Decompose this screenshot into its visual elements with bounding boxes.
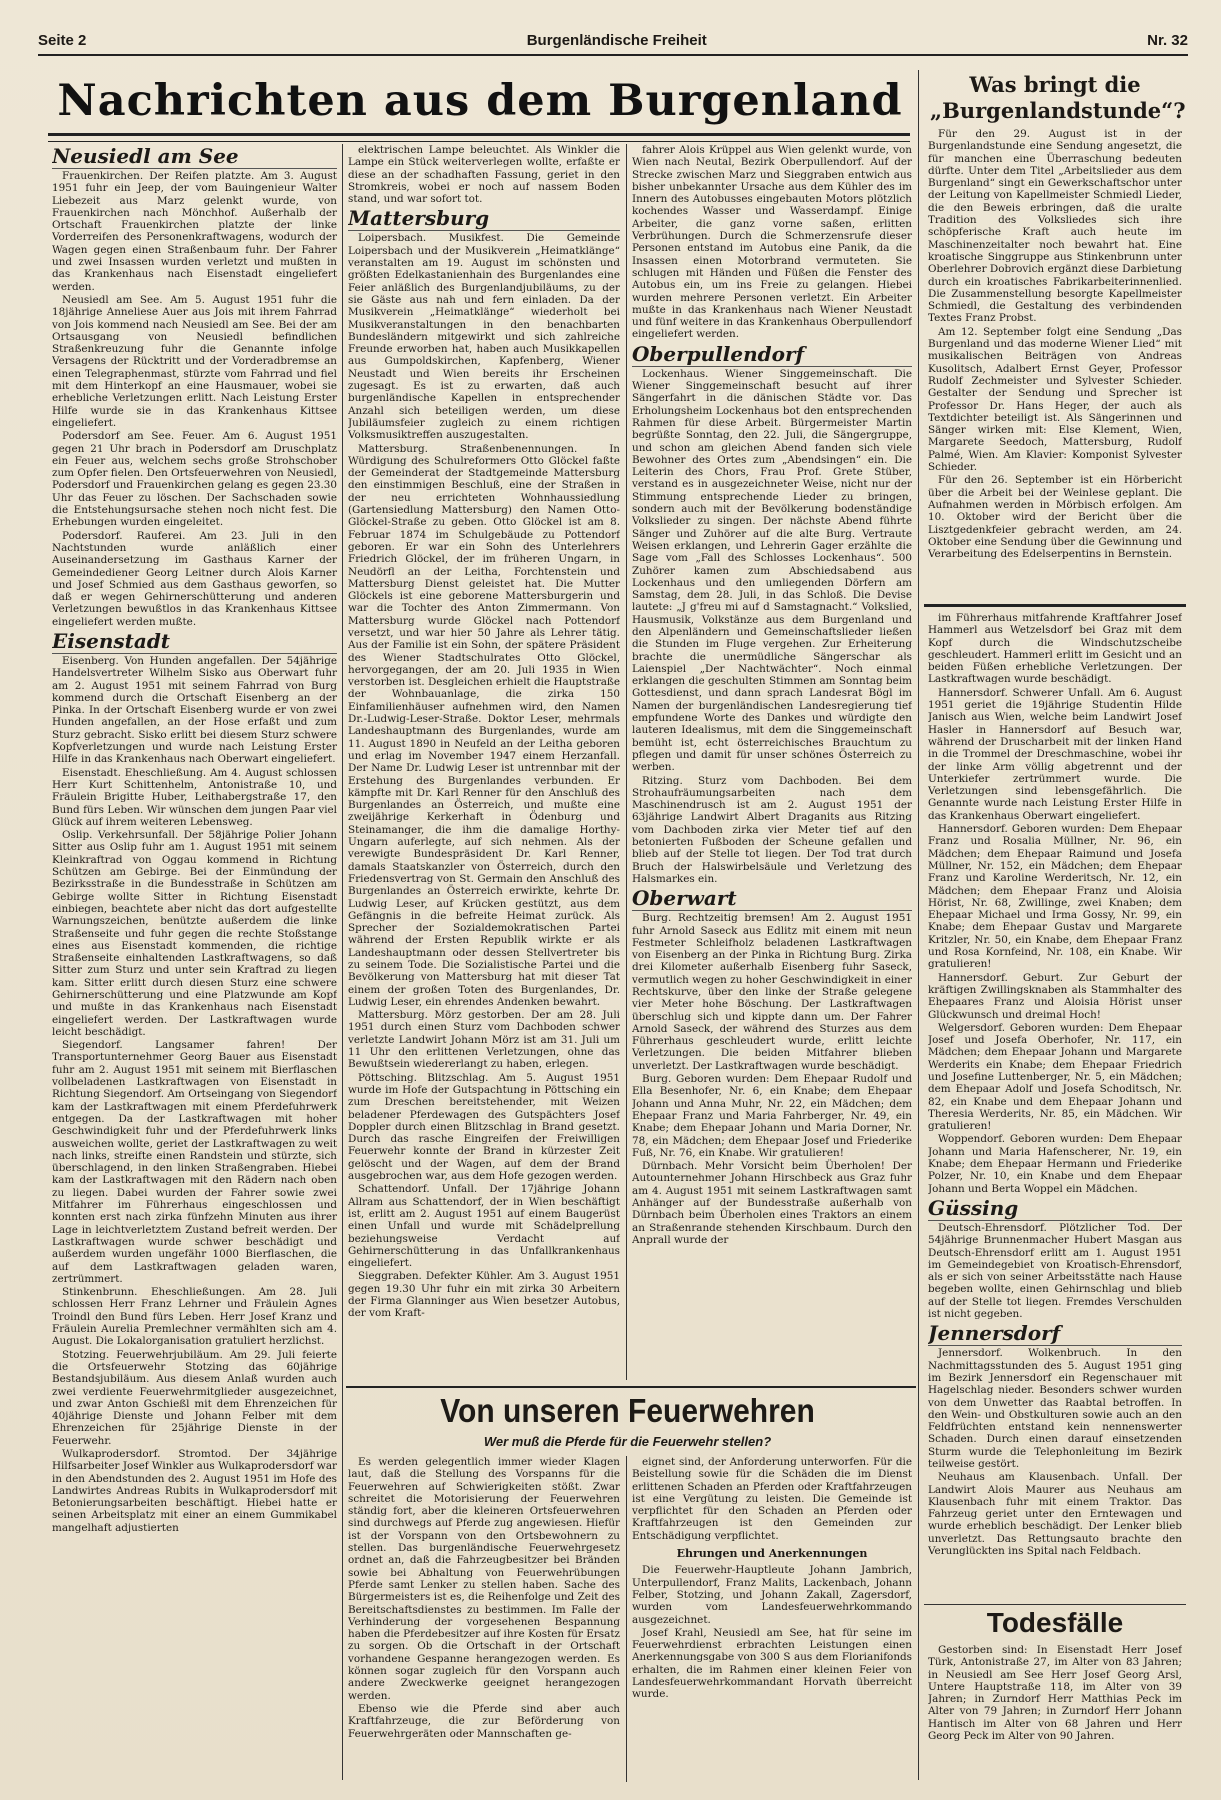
article: Hannersdorf. Geburt. Zur Geburt der kräftigen Zwillingsknaben als Stammhalter des Ehepaares Franz und Aloisia Hörist unser Glückwunsch und dreimal Hoch! [928, 971, 1182, 1021]
article: Podersdorf am See. Feuer. Am 6. August 1951 gegen 21 Uhr brach in Podersdorf am Druschplatz ein Feuer aus, welchem sechs große Strohschober zum Opfer fielen. Den Ortsfeuerwehren von Neusiedl, Podersdorf und Frauenkirchen gelang es gegen 23.30 Uhr das Feuer zu löschen. Der Sachschaden sowie die Entstehungsursache stehen noch nicht fest. Die Erhebungen wurden eingeleitet. [52, 430, 337, 529]
article: Sieggraben. Defekter Kühler. Am 3. August 1951 gegen 19.30 Uhr fuhr ein mit zirka 30 Arbeitern der Firma Glanninger aus Wien besetzer Autobus, der vom Kraft- [348, 1270, 620, 1320]
article: Ritzing. Sturz vom Dachboden. Bei dem Strohaufräumungsarbeiten nach dem Maschinendrusch ist am 2. August 1951 der 63jährige Landwirt Albert Draganits aus Ritzing vom Dachboden zirka vier Meter tief auf den betonierten Fußboden der Scheune gefallen und blieb auf der Stelle tot liegen. Der Tod trat durch Bruch der Halswirbelsäule und Verletzung des Halsmarkes ein. [632, 774, 912, 885]
article: Mattersburg. Mörz gestorben. Der am 28. Juli 1951 durch einen Sturz vom Dachboden schwer verletzte Landwirt Johann Mörz ist am 31. Juli um 11 Uhr den erlittenen Verletzungen, ohne das Bewußtsein wiedererlangt zu haben, erlegen. [348, 1009, 620, 1071]
newspaper-name: Burgenländische Freiheit [526, 32, 707, 49]
article: Für den 26. September ist ein Hörbericht über die Arbeit bei der Weinlese geplant. Die Aufnahmen werden in Mörbisch erfolgen. Am 10. Oktober wird der Bericht über die Lisztgedenkfeier gebracht werden, am 24. Oktober eine Sendung über die Gewinnung und Verarbeitung des Edelserpentins in Bernstein. [928, 474, 1182, 561]
section-heading-neusiedl: Neusiedl am See [52, 144, 337, 169]
article: Lockenhaus. Wiener Singgemeinschaft. Die Wiener Singgemeinschaft besucht auf ihrer Sängerfahrt in die dänischen Städte vor. Das Erholungsheim Lockenhaus bot den entsprechenden Rahmen für diese Arbeit. Bürgermeister Martin begrüßte Sonntag, den 22. Juli, die Sängergruppe, und schon am gleichen Abend fanden sich viele Bewohner des Ortes zum „Abendsingen“ ein. Die Leiterin des Chors, Frau Prof. Grete Stüber, verstand es in ausgezeichneter Weise, nicht nur der Stimmung entsprechende Lieder zu bringen, sondern auch mit der Bevölkerung bodenständige Volkslieder zu singen. Der nächste Abend führte Sänger und Zuhörer auf die alte Burg. Vertraute Weisen erklangen, und Lehrerin Gager erzählte die Sage vom „Fall des Schlosses Lockenhaus“. 500 Zuhörer kamen zum Abschiedsabend aus Lockenhaus und den umliegenden Dörfern am Samstag, dem 28. Juli, in das Schloß. Die Devise lautete: „J g'freu mi auf d Samstagnacht.“ Volkslied, Hausmusik, Volkstänze aus dem Burgenland und den Alpenländern und Gemeinschaftslieder ließen die Stunden im Fluge vergehen. Zur Erheiterung brachte die unermüdliche Sängerschar als Laienspiel „Der Nachtwächter“. Noch einmal erklangen die geschulten Stimmen am Sonntag beim Gottesdienst, und dann sprach Landesrat Bögl im Namen der burgenländischen Landesregierung tief empfundene Worte des Dankes und würdigte den lauteren Idealismus, mit dem die Singgemeinschaft bemüht ist, echt österreichisches Brauchtum zu pflegen und damit für unser schönes Österreich zu werben. [632, 367, 912, 774]
todesfaelle-column [928, 1644, 1182, 1784]
article: Gestorben sind: In Eisenstadt Herr Josef Türk, Antonistraße 27, im Alter von 83 Jahren; in Neusiedl am See Herr Josef Georg Arsl, Untere Hauptstraße 118, im Alter von 39 Jahren; in Zurndorf Herr Matthias Peck im Alter von 79 Jahren; in Zurndorf Herr Johann Hantisch im Alter von 68 Jahren und Herr Georg Peck im Alter von 90 Jahren. [928, 1644, 1182, 1743]
box-rule [924, 604, 1186, 607]
article: elektrischen Lampe beleuchtet. Als Winkler die Lampe ein Stück weiterverlegen wollte, erfaßte er diese an der schadhaften Fassung, geriet in den Stromkreis, wobei er noch auf nassem Boden stand, und war sofort tot. [348, 144, 620, 206]
issue-number: Nr. 32 [1147, 32, 1188, 49]
masthead-rule [48, 133, 910, 142]
article: Neuhaus am Klausenbach. Unfall. Der Landwirt Alois Maurer aus Neuhaus am Klausenbach fuhr mit einem Traktor. Das Fahrzeug geriet unter den Erntewagen und wurde erheblich beschädigt. Der Lenker blieb unverletzt. Das Rettungsauto brachte den Verunglückten ins Spital nach Feldbach. [928, 1471, 1182, 1558]
feuerwehr-column-2 [632, 1456, 912, 1782]
column-divider [342, 144, 343, 1780]
article: Frauenkirchen. Der Reifen platzte. Am 3. August 1951 fuhr ein Jeep, der vom Bauingenieur Walter Liebezeit aus Marz gelenkt wurde, von Frauenkirchen nach Mönchhof. Außerhalb der Ortschaft Frauenkirchen platzte der linke Vorderreifen des Personenkraftwagens, wodurch der Wagen gegen einen Straßenbaum fuhr. Der Fahrer und zwei Insassen wurden verletzt und mußten in das Krankenhaus nach Eisenstadt eingeliefert werden. [52, 170, 337, 293]
article: Jennersdorf. Wolkenbruch. In den Nachmittagsstunden des 5. August 1951 ging im Bezirk Jennersdorf ein Regenschauer mit Hagelschlag nieder. Besonders schwer wurden von dem Unwetter das Raabtal betroffen. In den Wein- und Obstkulturen sowie auch an den Feldfrüchten entstand kein nennenswerter Schaden. Durch einen darauf einsetzenden Sturm wurde die Telephonleitung im Bezirk teilweise gestört. [928, 1347, 1182, 1470]
section-heading-oberwart: Oberwart [632, 886, 912, 911]
article: Für den 29. August ist in der Burgenlandstunde eine Sendung angesetzt, die für manchen eine Überraschung bedeuten dürfte. Unter dem Titel „Arbeitslieder aus dem Burgenland“ singt ein Gewerkschaftschor unter der Leitung von Kapellmeister Schmiedl Lieder, die den Beweis erbringen, daß die uralte Tradition des Volksliedes sich ihre schöpferische Kraft auch heute im Maschinenzeitalter noch bewahrt hat. Eine kroatische Singgruppe aus Stinkenbrunn unter Oberlehrer Dobrovich ergänzt diese Darbietung durch ein kroatisches Fabrikarbeiterinnenlied. Die Zusammenstellung besorgte Kapellmeister Schmiedl, die Gestaltung des verbindenden Textes Franz Probst. [928, 128, 1182, 325]
ehrungen-subheading: Ehrungen und Anerkennungen [676, 1547, 868, 1561]
article: im Führerhaus mitfahrende Kraftfahrer Josef Hammerl aus Wetzelsdorf bei Graz mit dem Kopf durch die Windschutzscheibe geschleudert. Hammerl erlitt im Gesicht und an beiden Füßen erhebliche Verletzungen. Der Lastkraftwagen wurde beschädigt. [928, 612, 1182, 686]
article: eignet sind, der Anforderung unterworfen. Für die Beistellung sowie für die Schäden die im Dienst erlittenen Schaden an Pferden oder Kraftfahrzeugen ist eine Vergütung zu leisten. Die Gemeinde ist verpflichtet für den Schaden an Pferden oder Kraftfahrzeugen ist den Gemeinden zur Entschädigung verpflichtet. [632, 1456, 912, 1542]
article: Es werden gelegentlich immer wieder Klagen laut, daß die Stellung des Vorspanns für die Feuerwehren auf Schwierigkeiten stößt. Zwar schreitet die Motorisierung der Feuerwehren ständig fort, aber die kleineren Ortsfeuerwehren sind durchwegs auf Pferde zug angewiesen. Hiefür ist der Vorspann von den Ortsbewohnern zu stellen. Das burgenländische Feuerwehrgesetz ordnet an, daß die Fahrzeugbesitzer bei Bränden sowie bei Abhaltung von Feuerwehrübungen Pferde samt Lenker zu stellen haben. Sache des Bürgermeisters ist es, die Reihenfolge und Zeit des Bereitschaftsdienstes zu bestimmen. Im Falle der Verhinderung der vorgesehenen Bespannung haben die Pferdebesitzer auf ihre Kosten für Ersatz zu sorgen. Ob die Ortschaft in der Ortschaft vorhandene Gespanne herangezogen werden. Es können sogar zugleich für den Vorspann auch andere Zweckwerke geeignet herangezogen werden. [348, 1456, 620, 1702]
feuerwehr-rule [346, 1386, 916, 1388]
section-heading-mattersburg: Mattersburg [348, 206, 620, 231]
article: Pöttsching. Blitzschlag. Am 5. August 1951 wurde im Hofe der Gutspachtung in Pöttsching ein zum Dreschen bereitstehender, mit Weizen beladener Pferdewagen des Gutspächters Josef Doppler durch einen Blitzschlag in Brand gesetzt. Durch das rasche Eingreifen der Freiwilligen Feuerwehr konnte der Brand in kürzester Zeit gelöscht und der Wagen, auf dem der Brand ausgebrochen war, aus dem Hofe gezogen werden. [348, 1071, 620, 1183]
page-number: Seite 2 [38, 32, 87, 49]
article: Eisenstadt. Eheschließung. Am 4. August schlossen Herr Kurt Schittenhelm, Antonistraße 10, und Fräulein Brigitte Huber, Leithabergstraße 17, den Bund fürs Leben. Wir wünschen dem jungen Paar viel Glück auf ihrem weiteren Lebensweg. [52, 766, 337, 828]
column-divider [626, 144, 627, 1380]
article: Stinkenbrunn. Eheschließungen. Am 28. Juli schlossen Herr Franz Lehrner und Fräulein Agnes Troindl den Bund fürs Leben. Herr Josef Kranz und Fräulein Aurelia Premlechner vermählten sich am 4. August. Die Lokalorganisation gratuliert herzlichst. [52, 1286, 337, 1348]
column-1 [52, 144, 337, 1776]
article: Josef Krahl, Neusiedl am See, hat für seine im Feuerwehrdienst erbrachten Leistungen einen Anerkennungsgabe von 300 S aus dem Florianifonds erhalten, die im Rahmen einer kleinen Feier von Landesfeuerwehrkommandant Horvath überreicht wurde. [632, 1626, 912, 1701]
article: Die Feuerwehr-Hauptleute Johann Jambrich, Unterpullendorf, Franz Malits, Lackenbach, Johann Felber, Stotzing, und Johann Zakall, Zagersdorf, wurden vom Landesfeuerwehrkommando ausgezeichnet. [632, 1564, 912, 1626]
feuerwehr-subtitle: Wer muß die Pferde für die Feuerwehr stellen? [483, 1434, 772, 1449]
article: Schattendorf. Unfall. Der 17jährige Johann Allram aus Schattendorf, der in Wien beschäftigt ist, erlitt am 2. August 1951 auf einem Baugerüst einen Unfall und wurde mit Schädelprellung beziehungsweise Verdacht auf Gehirnerschütterung in das Unfallkrankenhaus eingeliefert. [348, 1183, 620, 1270]
column-divider [918, 70, 919, 1780]
feuerwehr-title: Von unseren Feuerwehren [440, 1393, 815, 1430]
article: Mattersburg. Straßenbenennungen. In Würdigung des Schulreformers Otto Glöckel faßte der Gemeinderat der Stadtgemeinde Mattersburg den einstimmigen Beschluß, eine der Straßen in der neu errichteten Wohnhaussiedlung (Gartensiedlung Mattersburg) den Namen Otto-Glöckel-Straße zu geben. Otto Glöckel ist am 8. Februar 1874 im Schulgebäude zu Pottendorf geboren. Er war ein Sohn des Unterlehrers Friedrich Glöckel, der im früheren Ungarn, in Neudörfl an der Leitha, Forchtenstein und Mattersburg Dienst geleistet hat. Die Mutter Glöckels ist eine geborene Mattersburgerin und war die Tochter des Anton Zimmermann. Von Mattersburg wurde Glöckel nach Pottendorf versetzt, und war hier 50 Jahre als Lehrer tätig. Aus der Familie ist ein Sohn, der spätere Präsident des Wiener Stadtschulrates Otto Glöckel, hervorgegangen, der am 20. Juli 1935 in Wien verstorben ist. Desgleichen erhielt die Hauptstraße der Wohnbauanlage, die zirka 150 Einfamilienhäuser aufnehmen wird, den Namen Dr.-Ludwig-Leser-Straße. Doktor Leser, mehrmals Landeshauptmann des Burgenlandes, wurde am 11. August 1890 in Neufeld an der Leitha geboren und erlag im November 1947 einem Herzanfall. Der Name Dr. Ludwig Leser ist untrennbar mit der Erstehung des Burgenlandes verbunden. Er kämpfte mit Dr. Karl Renner für den Anschluß des Burgenlandes an Österreich, und mußte eine zweijährige Kerkerhaft in Ödenburg und Steinamanger, die ihm die damalige Horthy-Ungarn auferlegte, auf sich nehmen. Als der verewigte Bundespräsident Dr. Karl Renner, damals Staatskanzler von Österreich, durch den Friedensvertrag von St. Germain den Anschluß des Burgenlandes an Österreich erwirkte, kehrte Dr. Ludwig Leser, auf Krücken gestützt, aus dem Gefängnis in die befreite Heimat zurück. Als Sprecher der Sozialdemokratischen Partei während der Ersten Republik wirkte er als Landeshauptmann oder dessen Stellvertreter bis zu seinem Tode. Die Sozialistische Partei und die Bevölkerung von Mattersburg hat mit dieser Tat einem der großen Toten des Burgenlandes, Dr. Ludwig Leser, ein ehrendes Andenken bewahrt. [348, 442, 620, 1008]
article: Ebenso wie die Pferde sind aber auch Kraftfahrzeuge, die zur Beförderung von Feuerwehrgeräten oder Mannschaften ge- [348, 1702, 620, 1740]
page-header [38, 28, 1188, 56]
article: Deutsch-Ehrensdorf. Plötzlicher Tod. Der 54jährige Brunnenmacher Hubert Masgan aus Deutsch-Ehrensdorf erlitt am 1. August 1951 im Gemeindegebiet von Kroatisch-Ehrensdorf, als er sich von seiner Arbeitsstätte nach Hause begeben wollte, einen Gehirnschlag und blieb auf der Stelle tot liegen. Fremdes Verschulden ist nicht gegeben. [928, 1221, 1182, 1321]
article: Hannersdorf. Schwerer Unfall. Am 6. August 1951 geriet die 19jährige Studentin Hilde Janisch aus Wien, welche beim Landwirt Josef Hasler in Hannersdorf auf Besuch war, während der Druscharbeit mit der linken Hand in die Trommel der Dreschmaschine, wobei ihr der linke Arm völlig abgetrennt und der Unterkiefer zertrümmert wurde. Die Verletzungen sind lebensgefährlich. Die Genannte wurde nach Leistung Erster Hilfe in das Krankenhaus Oberwart eingeliefert. [928, 686, 1182, 822]
todesfaelle-title: Todesfälle [986, 1607, 1124, 1638]
article: fahrer Alois Krüppel aus Wien gelenkt wurde, von Wien nach Neutal, Bezirk Oberpullendorf. Auf der Strecke zwischen Marz und Sieggraben entwich aus bisher unbekannter Ursache aus dem Kühler des im Innern des Autobusses eingebauten Motors plötzlich kochendes Wasser und Wasserdampf. Einige Arbeiter, die ganz vorne saßen, erlitten Verbrühungen. Durch die Schmerzensrufe dieser Personen entstand im Autobus eine Panik, da die Insassen einen Motorbrand vermuteten. Sie schlugen mit Händen und Füßen die Fenster des Autobus ein, um ins Freie zu gelangen. Hiebei wurden mehrere Personen verletzt. Ein Arbeiter mußte in das Krankenhaus nach Wiener Neustadt und fünf weitere in das Krankenhaus Oberpullendorf eingeliefert werden. [632, 144, 912, 341]
column-2 [348, 144, 620, 1376]
article: Dürnbach. Mehr Vorsicht beim Überholen! Der Autounternehmer Johann Hirschbeck aus Graz fuhr am 4. August 1951 mit seinem Lastkraftwagen samt Anhänger auf der Bundesstraße außerhalb von Dürnbach beim Überholen eines Traktors an einem an Straßenrande stehenden Kirschbaum. Durch den Anprall wurde der [632, 1160, 912, 1246]
article: Neusiedl am See. Am 5. August 1951 fuhr die 18jährige Anneliese Auer aus Jois mit ihrem Fahrrad von Jois kommend nach Neusiedl am See. Bei der am Ortsausgang von Neusiedl befindlichen Straßenkreuzung fuhr die Genannte infolge Versagens der Rücktritt und der Vorderadbremse an einen Telegraphenmast, stürzte vom Fahrrad und fiel mit dem Hinterkopf an eine Hausmauer, wobei sie erhebliche Verletzungen erlitt. Nach Leistung Erster Hilfe wurde sie in das Krankenhaus Kittsee eingeliefert. [52, 293, 337, 429]
article: Burg. Rechtzeitig bremsen! Am 2. August 1951 fuhr Arnold Saseck aus Edlitz mit einem mit neun Festmeter Schleifholz beladenen Lastkraftwagen von Eisenberg an der Pinka in Richtung Burg. Zirka drei Kilometer außerhalb Eisenberg fuhr Saseck, vermutlich wegen zu hoher Geschwindigkeit in einer Rechtskurve, über den linke der Straße gelegene vier Meter hohe Böschung. Der Lastkraftwagen überschlug sich und kippte dann um. Der Fahrer Arnold Saseck, der während des Sturzes aus dem Führerhaus geschleudert wurde, erlitt leichte Verletzungen. Die beiden Mitfahrer blieben unverletzt. Der Lastkraftwagen wurde beschädigt. [632, 912, 912, 1072]
masthead-title: Nachrichten aus dem Burgenland [57, 76, 903, 126]
section-heading-jennersdorf: Jennersdorf [928, 1321, 1182, 1346]
article: Welgersdorf. Geboren wurden: Dem Ehepaar Josef und Josefa Oberhofer, Nr. 117, ein Mädchen; dem Ehepaar Johann und Margarete Werderits ein Knabe; dem Ehepaar Friedrich und Josefine Luttenberger, Nr. 5, ein Mädchen; dem Ehepaar Adolf und Josefa Schoditsch, Nr. 82, ein Knabe und dem Ehepaar Johann und Theresia Werderits, Nr. 85, ein Mädchen. Wir gratulieren! [928, 1021, 1182, 1133]
burgenlandstunde-title: Was bringt die „Burgenlandstunde“? [930, 72, 1186, 123]
article: Hannersdorf. Geboren wurden: Dem Ehepaar Franz und Rosalia Müllner, Nr. 96, ein Mädchen; dem Ehepaar Raimund und Josefa Müllner, Nr. 152, ein Mädchen; dem Ehepaar Franz und Karoline Werderitsch, Nr. 12, ein Mädchen; dem Ehepaar Franz und Aloisia Hörist, Nr. 68, Zwillinge, zwei Knaben; dem Ehepaar Michael und Irma Gossy, Nr. 99, ein Knabe; dem Ehepaar Gustav und Margarete Kritzler, Nr. 50, ein Knabe, dem Ehepaar Franz und Rosa Kornfeind, Nr. 108, ein Knabe. Wir gratulieren! [928, 823, 1182, 971]
article: Stotzing. Feuerwehrjubiläum. Am 29. Juli feierte die Ortsfeuerwehr Stotzing das 60jährige Bestandsjubiläum. Aus diesem Anlaß wurden auch zwei verdiente Feuerwehrmitglieder ausgezeichnet, und zwar Anton Gschießl mit dem Ehrenzeichen für 40jährige Dienste und Johann Felber mit dem Ehrenzeichen für 25jährige Dienste in der Feuerwehr. [52, 1348, 337, 1447]
feuerwehr-column-1 [348, 1456, 620, 1782]
article: Wulkaprodersdorf. Stromtod. Der 34jährige Hilfsarbeiter Josef Winkler aus Wulkaprodersdorf war in den Abendstunden des 2. August 1951 im Hofe des Landwirtes Andreas Rubits in Wulkaprodersdorf mit Betonierungsarbeiten beschäftigt. Hiebei hatte er seinen Arbeitsplatz mit einer an einem Gummikabel mangelhaft adjustierten [52, 1447, 337, 1534]
column-4 [928, 612, 1182, 1602]
article: Woppendorf. Geboren wurden: Dem Ehepaar Johann und Maria Hafenscherer, Nr. 19, ein Knabe; dem Ehepaar Hermann und Friederike Polzer, Nr. 10, ein Knabe und dem Ehepaar Johann und Berta Woppel ein Mädchen. [928, 1133, 1182, 1195]
article: Oslip. Verkehrsunfall. Der 58jährige Polier Johann Sitter aus Oslip fuhr am 1. August 1951 mit seinem Kleinkraftrad von Oggau kommend in Richtung Schützen am Gebirge. Bei der Einmündung der Bezirksstraße in die Bundesstraße in Schützen am Gebirge wollte Sitter in Richtung Eisenstadt einbiegen, beachtete aber nicht das dort aufgestellte Warnungszeichen, benützte außerdem die linke Straßenseite und fuhr gegen die rechte Stoßstange eines aus Eisenstadt kommenden, die richtige Straßenseite einhaltenden Lastkraftwagens, so daß Sitter zum Sturz und unter sein Kraftrad zu liegen kam. Sitter erlitt durch diesen Sturz eine schwere Gehirnerschütterung und eine Platzwunde am Kopf und mußte in das Krankenhaus nach Eisenstadt eingeliefert werden. Der Lastkraftwagen wurde leicht beschädigt. [52, 829, 337, 1038]
article: Loipersbach. Musikfest. Die Gemeinde Loipersbach und der Musikverein „Heimatklänge“ veranstalten am 19. August im schönsten und größten Edelkastanienhain des Burgenlandes eine Feier anläßlich des Burgenlandjubiläums, zu der sie Gäste aus nah und fern einladen. Da der Musikverein „Heimatklänge“ wiederholt bei Musikveranstaltungen in den benachbarten Bundesländern mitgewirkt und sich zahlreiche Freunde erworben hat, haben auch Musikkapellen aus Gumpoldskirchen, Kapfenberg, Wiener Neustadt und Wien bereits ihr Erscheinen zugesagt. Es ist zu erwarten, daß auch burgenländische Kapellen in entsprechender Anzahl sich beteiligen werden, um diese Jubiläumsfeier zugleich zu einem richtigen Volksmusiktreffen auszugestalten. [348, 232, 620, 442]
article: Eisenberg. Von Hunden angefallen. Der 54jährige Handelsvertreter Wilhelm Sisko aus Oberwart fuhr am 2. August 1951 mit seinem Fahrrad von Burg kommend durch die Ortschaft Eisenberg an der Pinka. In der Ortschaft Eisenberg wurde er von zwei Hunden angefallen, an der Hose erfaßt und zum Sturz gebracht. Sisko erlitt bei diesem Sturz schwere Kopfverletzungen und wurde nach Leistung Erster Hilfe in das Krankenhaus nach Oberwart eingeliefert. [52, 654, 337, 766]
section-heading-guessing: Güssing [928, 1196, 1182, 1221]
section-heading-eisenstadt: Eisenstadt [52, 629, 337, 654]
article: Burg. Geboren wurden: Dem Ehepaar Rudolf und Ella Besenhofer, Nr. 6, ein Knabe; dem Ehepaar Johann und Anna Muhr, Nr. 22, ein Mädchen; dem Ehepaar Franz und Maria Fahrberger, Nr. 49, ein Knabe; dem Ehepaar Johann und Maria Dorner, Nr. 78, ein Mädchen; dem Ehepaar Josef und Friederike Fuß, Nr. 76, ein Knabe. Wir gratulieren! [632, 1073, 912, 1159]
section-heading-oberpullendorf: Oberpullendorf [632, 342, 912, 367]
article: Podersdorf. Rauferei. Am 23. Juli in den Nachtstunden wurde anläßlich einer Auseinandersetzung im Gasthaus Karner der Gemeindediener Georg Leitner durch Alois Karner und Josef Schmied aus dem Gasthaus geworfen, so daß er wegen Gehirnerschütterung und anderen Verletzungen bewußtlos in das Krankenhaus Kittsee eingeliefert werden mußte. [52, 529, 337, 628]
column-3 [632, 144, 912, 1376]
column-divider [626, 1456, 627, 1782]
article: Siegendorf. Langsamer fahren! Der Transportunternehmer Georg Bauer aus Eisenstadt fuhr am 2. August 1951 mit seinem mit Bierflaschen vollbeladenen Lastkraftwagen von Eisenstadt in Richtung Siegendorf. Am Ortseingang von Siegendorf kam der Lastkraftwagen mit einem Pferdefuhrwerk entgegen. Da der Lastkraftwagen mit hoher Geschwindigkeit fuhr und der Pferdefuhrwerk links ausweichen wollte, geriet der Lastkraftwagen zu weit nach links, streifte einen Randstein und stürzte, sich überschlagend, in den linken Straßengraben. Hiebei kam der Lastkraftwagen mit den Rädern nach oben zu liegen. Dabei wurden der Fahrer sowie zwei Mitfahrer im Führerhaus eingeschlossen und konnten erst nach zirka fünfzehn Minuten aus ihrer Lage in leichtverletztem Zustand befreit werden. Der Lastkraftwagen wurde schwer beschädigt und außerdem wurden ungefähr 1000 Bierflaschen, die auf dem Lastkraftwagen geladen waren, zertrümmert. [52, 1039, 337, 1285]
todesfaelle-rule [924, 1604, 1186, 1605]
burgenlandstunde-box [928, 128, 1182, 598]
article: Am 12. September folgt eine Sendung „Das Burgenland und das moderne Wiener Lied“ mit musikalischen Beiträgen von Andreas Kusolitsch, Adalbert Ernst Geyer, Professor Rudolf Zechmeister und Sylvester Schieder. Gestalter der Sendung und Sprecher ist Professor Dr. Hans Heger, der auch als Textdichter beteiligt ist. Als Sängerinnen und Sänger wirken mit: Else Klement, Wien, Margarete Seedoch, Mattersburg, Rudolf Palmé, Wien. Am Klavier: Komponist Sylvester Schieder. [928, 325, 1182, 474]
